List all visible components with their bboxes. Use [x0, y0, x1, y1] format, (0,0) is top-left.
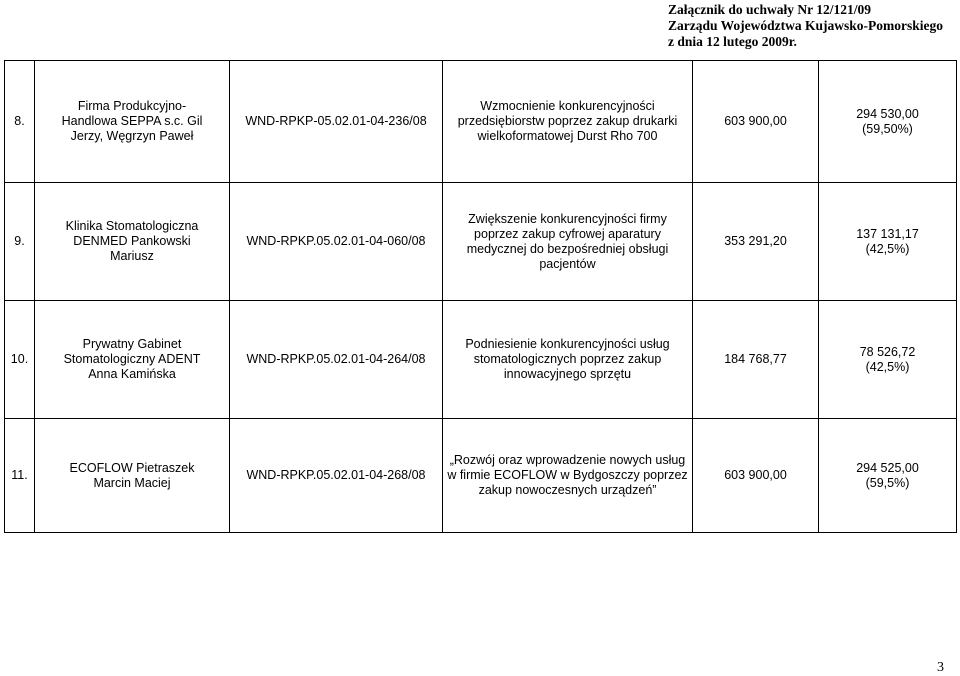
grant-percent: (59,50%) — [862, 121, 913, 136]
grant-percent: (42,5%) — [865, 241, 910, 256]
grant-cell — [819, 183, 957, 301]
project-title-line: pacjentów — [539, 256, 596, 271]
grant-amount: 294 530,00 — [856, 106, 919, 121]
beneficiary-cell — [35, 61, 230, 183]
row-number-text: 10. — [10, 352, 29, 366]
header-line-date: z dnia 12 lutego 2009r. — [668, 34, 797, 49]
beneficiary-line: Anna Kamińska — [88, 367, 176, 381]
row-number — [5, 61, 35, 183]
grant-percent: (42,5%) — [865, 359, 910, 374]
project-title-cell — [443, 419, 693, 533]
beneficiary-cell — [35, 183, 230, 301]
beneficiary-line: Firma Produkcyjno- — [77, 99, 187, 113]
grant-amount: 78 526,72 — [859, 344, 916, 359]
header-line-board: Zarządu Województwa Kujawsko-Pomorskiego — [668, 18, 943, 33]
application-code-cell — [230, 61, 443, 183]
table-row — [5, 61, 957, 183]
project-title-line: przedsiębiorstw poprzez zakup drukarki — [457, 114, 678, 128]
beneficiary-line: Handlowa SEPPA s.c. Gil — [61, 114, 203, 128]
projects-table — [4, 60, 957, 533]
project-title-line: poprzez zakup cyfrowej aparatury — [474, 226, 661, 241]
project-title-line: „Rozwój oraz wprowadzenie nowych usług — [449, 453, 686, 467]
application-code: WND-RPKP.05.02.01-04-060/08 — [246, 234, 426, 248]
total-cost: 184 768,77 — [724, 352, 787, 366]
table-row — [5, 301, 957, 419]
grant-cell — [819, 61, 957, 183]
application-code-cell — [230, 183, 443, 301]
total-cost: 603 900,00 — [724, 114, 787, 128]
total-cost: 603 900,00 — [724, 468, 787, 482]
project-title-line: stomatologicznych poprzez zakup — [473, 352, 662, 366]
beneficiary-cell — [35, 301, 230, 419]
beneficiary-line: ECOFLOW Pietraszek — [69, 460, 195, 475]
total-cost-cell — [693, 301, 819, 419]
total-cost-cell — [693, 183, 819, 301]
row-number — [5, 301, 35, 419]
project-title-line: innowacyjnego sprzętu — [503, 367, 632, 381]
page-number: 3 — [937, 660, 944, 675]
project-title-line: zakup nowoczesnych urządzeń” — [478, 483, 657, 497]
beneficiary-line: Prywatny Gabinet — [82, 337, 182, 351]
project-title-cell — [443, 183, 693, 301]
grant-amount: 294 525,00 — [856, 460, 919, 475]
total-cost-cell — [693, 419, 819, 533]
application-code: WND-RPKP-05.02.01-04-236/08 — [245, 114, 427, 128]
row-number-text: 9. — [14, 234, 25, 248]
grant-amount: 137 131,17 — [856, 226, 919, 241]
beneficiary-line: Klinika Stomatologiczna — [65, 219, 199, 233]
beneficiary-line: Marcin Maciej — [93, 475, 171, 490]
table-row — [5, 183, 957, 301]
application-code: WND-RPKP.05.02.01-04-268/08 — [246, 468, 426, 482]
project-title-line: Wzmocnienie konkurencyjności — [480, 99, 655, 113]
beneficiary-line: Jerzy, Węgrzyn Paweł — [70, 129, 194, 143]
beneficiary-line: Stomatologiczny ADENT — [63, 352, 201, 366]
attachment-header — [668, 2, 943, 50]
project-title-line: Podniesienie konkurencyjności usług — [465, 337, 670, 351]
grant-percent: (59,5%) — [865, 475, 910, 490]
application-code-cell — [230, 419, 443, 533]
project-title-line: w firmie ECOFLOW w Bydgoszczy poprzez — [447, 468, 688, 482]
row-number-text: 8. — [14, 114, 25, 128]
row-number — [5, 419, 35, 533]
application-code: WND-RPKP.05.02.01-04-264/08 — [246, 352, 426, 366]
beneficiary-line: Mariusz — [110, 249, 154, 263]
total-cost-cell — [693, 61, 819, 183]
row-number — [5, 183, 35, 301]
project-title-line: wielkoformatowej Durst Rho 700 — [477, 129, 658, 143]
header-line-resolution: Załącznik do uchwały Nr 12/121/09 — [668, 2, 872, 17]
project-title-line: Zwiększenie konkurencyjności firmy — [468, 211, 667, 226]
project-title-line: medycznej do bezpośredniej obsługi — [466, 241, 669, 256]
application-code-cell — [230, 301, 443, 419]
beneficiary-line: DENMED Pankowski — [73, 234, 191, 248]
project-title-cell — [443, 301, 693, 419]
row-number-text: 11. — [11, 468, 28, 482]
grant-cell — [819, 419, 957, 533]
beneficiary-cell — [35, 419, 230, 533]
grant-cell — [819, 301, 957, 419]
table-row — [5, 419, 957, 533]
total-cost: 353 291,20 — [724, 234, 787, 248]
project-title-cell — [443, 61, 693, 183]
